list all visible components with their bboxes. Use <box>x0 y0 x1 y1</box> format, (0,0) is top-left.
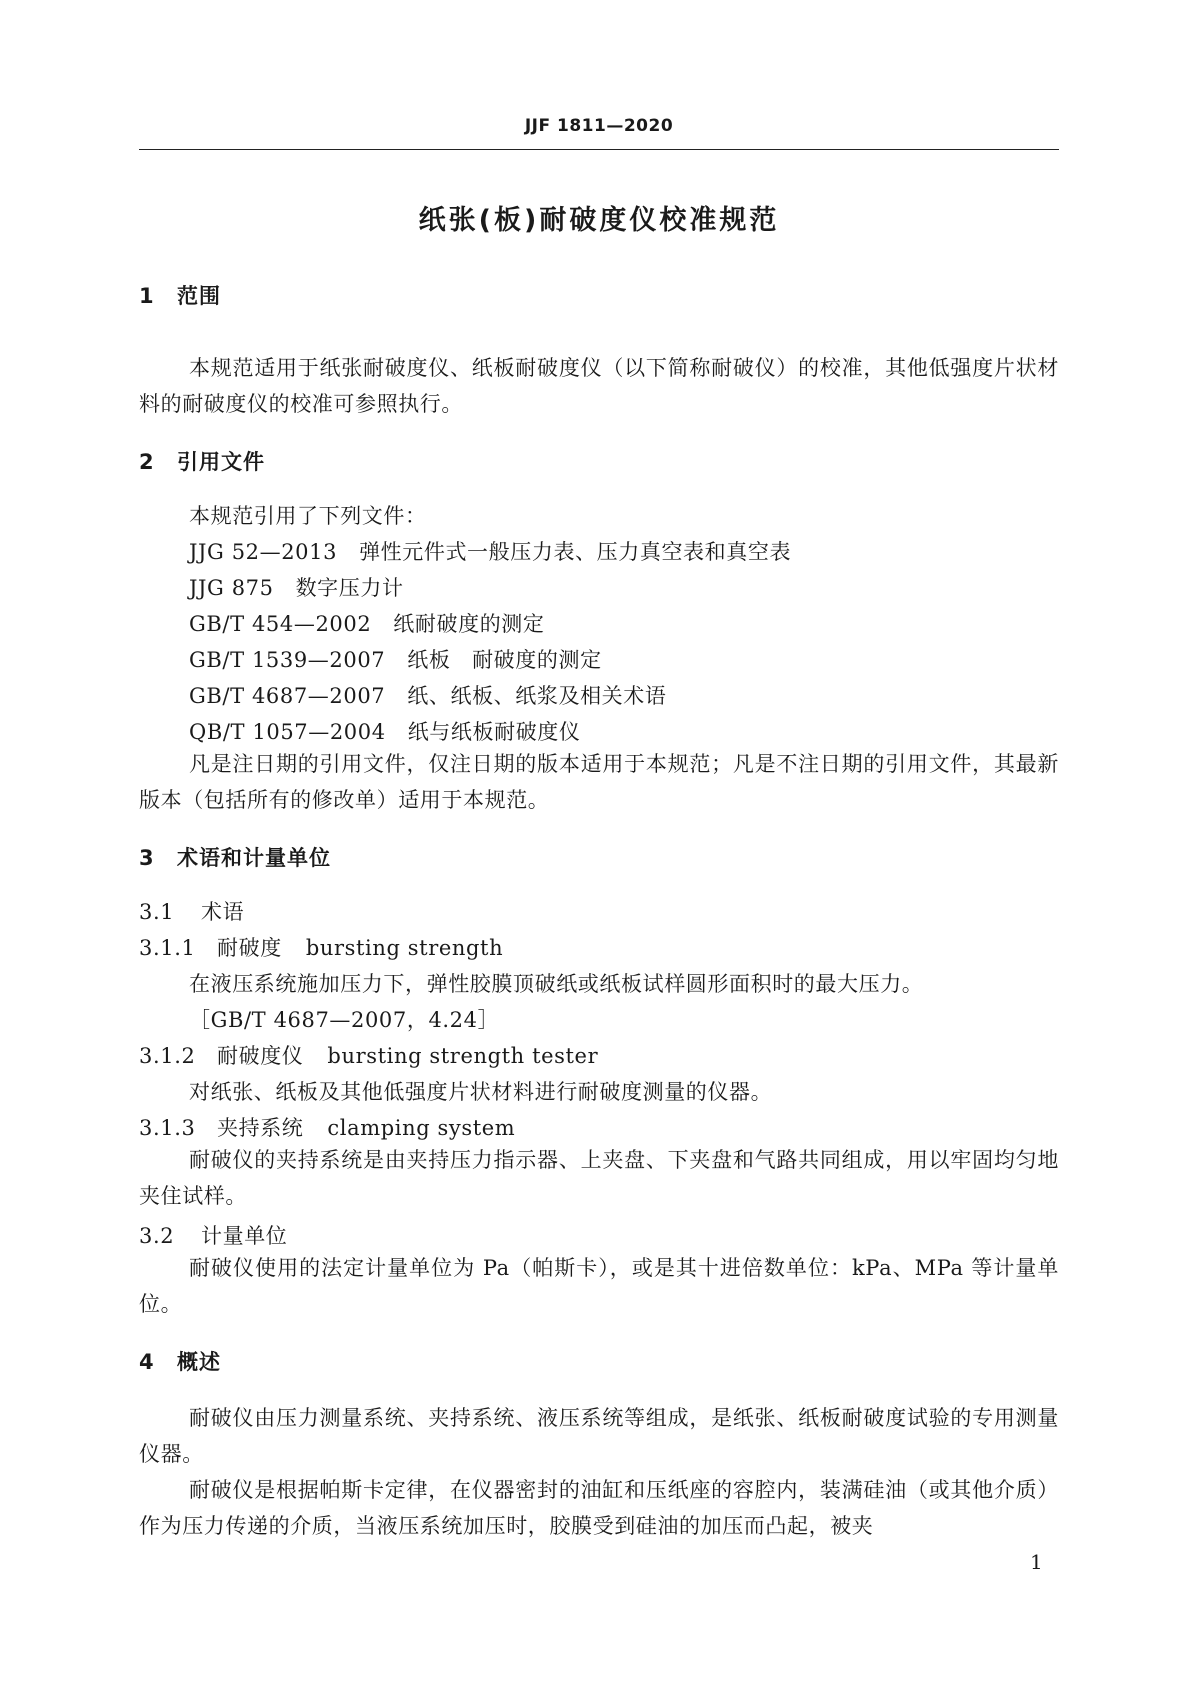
reference-item: GB/T 1539—2007 纸板 耐破度的测定 <box>189 648 602 672</box>
section-number: 1 <box>139 284 155 308</box>
section-title: 概述 <box>177 1350 221 1374</box>
section-title: 范围 <box>177 284 221 308</box>
term-source: ［GB/T 4687—2007，4.24］ <box>189 1008 500 1032</box>
section-number: 4 <box>139 1350 155 1374</box>
section-title: 引用文件 <box>177 450 265 474</box>
overview-paragraph-1: 耐破仪由压力测量系统、夹持系统、液压系统等组成，是纸张、纸板耐破度试验的专用测量仪器。 <box>139 1406 1059 1466</box>
term-definition: 在液压系统施加压力下，弹性胶膜顶破纸或纸板试样圆形面积时的最大压力。 <box>189 972 924 996</box>
header-rule <box>139 149 1059 150</box>
document-title: 纸张(板)耐破度仪校准规范 <box>418 205 780 236</box>
reference-item: JJG 52—2013 弹性元件式一般压力表、压力真空表和真空表 <box>189 540 792 564</box>
section-1-paragraph: 本规范适用于纸张耐破度仪、纸板耐破度仪（以下简称耐破仪）的校准，其他低强度片状材料的耐破度仪的校准可参照执行。 <box>139 356 1059 416</box>
reference-item: JJG 875 数字压力计 <box>189 576 404 600</box>
units-paragraph: 耐破仪使用的法定计量单位为 Pa（帕斯卡），或是其十进倍数单位：kPa、MPa 等计量单位。 <box>139 1256 1059 1316</box>
section-2-heading <box>139 446 265 476</box>
section-number: 2 <box>139 450 155 474</box>
reference-item: GB/T 454—2002 纸耐破度的测定 <box>189 612 545 636</box>
section-title: 术语和计量单位 <box>177 846 331 870</box>
overview-paragraph-2: 耐破仪是根据帕斯卡定律，在仪器密封的油缸和压纸座的容腔内，装满硅油（或其他介质）作为压力传递的介质，当液压系统加压时，胶膜受到硅油的加压而凸起，被夹 <box>139 1478 1059 1538</box>
section-3-heading <box>139 842 331 872</box>
term-3-1-3: 3.1.3 夹持系统 clamping system <box>139 1116 516 1140</box>
term-definition: 对纸张、纸板及其他低强度片状材料进行耐破度测量的仪器。 <box>189 1080 773 1104</box>
term-definition: 耐破仪的夹持系统是由夹持压力指示器、上夹盘、下夹盘和气路共同组成，用以牢固均匀地夹住试样。 <box>139 1148 1059 1208</box>
reference-item: QB/T 1057—2004 纸与纸板耐破度仪 <box>189 720 581 744</box>
references-note: 凡是注日期的引用文件，仅注日期的版本适用于本规范；凡是不注日期的引用文件，其最新版本（包括所有的修改单）适用于本规范。 <box>139 752 1059 812</box>
document-code-header: JJF 1811—2020 <box>524 116 674 136</box>
subsection-3-2: 3.2 计量单位 <box>139 1224 288 1248</box>
term-3-1-2: 3.1.2 耐破度仪 bursting strength tester <box>139 1044 599 1068</box>
subsection-3-1: 3.1 术语 <box>139 900 245 924</box>
references-intro: 本规范引用了下列文件： <box>189 504 427 528</box>
page-number: 1 <box>1030 1550 1043 1574</box>
section-4-heading <box>139 1346 221 1376</box>
reference-item: GB/T 4687—2007 纸、纸板、纸浆及相关术语 <box>189 684 667 708</box>
section-number: 3 <box>139 846 155 870</box>
section-1-heading <box>139 280 221 310</box>
term-3-1-1: 3.1.1 耐破度 bursting strength <box>139 936 504 960</box>
